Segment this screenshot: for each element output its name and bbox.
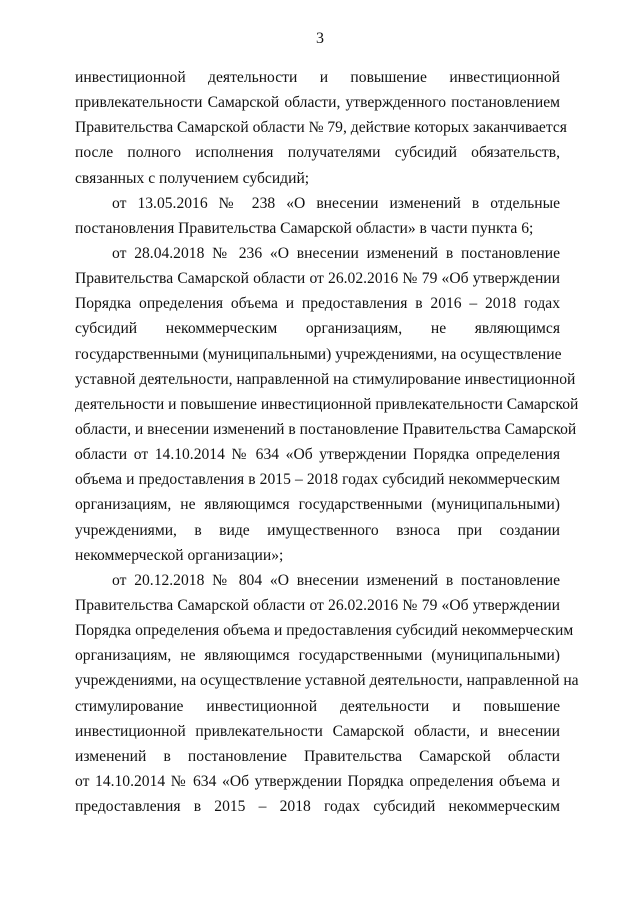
text-line: после полного исполнения получателями субсидий обязательств, — [75, 144, 560, 162]
text-line: учреждениями, в виде имущественного взноса при создании — [75, 521, 560, 539]
text-line: организациям, не являющимся государственными (муниципальными) — [75, 496, 560, 514]
text-line: субсидий некоммерческим организациям, не являющимся — [75, 320, 560, 338]
text-line: стимулирование инвестиционной деятельности и повышение — [75, 697, 560, 715]
paragraph-continuation — [75, 65, 567, 191]
text-line: некоммерческой организации»; — [75, 546, 284, 564]
text-line: Порядка определения объема и предоставления субсидий некоммерческим — [75, 622, 574, 640]
text-line: области, и внесении изменений в постановление Правительства Самарской — [75, 420, 577, 438]
text-line: учреждениями, на осуществление уставной деятельности, направленной на — [75, 672, 579, 690]
text-line: от 20.12.2018 № 804 «О внесении изменений в постановление — [112, 571, 560, 589]
text-line: инвестиционной привлекательности Самарской области, и внесении — [75, 722, 560, 740]
text-line: связанных с получением субсидий; — [75, 169, 310, 187]
text-line: Правительства Самарской области № 79, действие которых заканчивается — [75, 119, 567, 137]
text-line: Порядка определения объема и предоставления в 2016 – 2018 годах — [75, 295, 560, 313]
page-number: 3 — [316, 30, 324, 47]
text-line: от 14.10.2014 № 634 «Об утверждении Порядка определения объема и — [75, 772, 560, 790]
paragraph-decree-238 — [75, 191, 560, 241]
text-line: инвестиционной деятельности и повышение инвестиционной — [75, 69, 560, 86]
text-line: от 28.04.2018 № 236 «О внесении изменений в постановление — [112, 244, 560, 262]
text-line: привлекательности Самарской области, утвержденного постановлением — [75, 94, 560, 112]
text-line: объема и предоставления в 2015 – 2018 годах субсидий некоммерческим — [75, 471, 560, 489]
text-line: государственными (муниципальными) учреждениями, на осуществление — [75, 345, 562, 363]
document-body — [75, 65, 579, 819]
text-line: области от 14.10.2014 № 634 «Об утверждении Порядка определения — [75, 446, 560, 464]
text-line: изменений в постановление Правительства Самарской области — [75, 747, 560, 765]
paragraph-decree-804 — [75, 568, 579, 819]
text-line: постановления Правительства Самарской области» в части пункта 6; — [75, 219, 534, 237]
text-line: Правительства Самарской области от 26.02.2016 № 79 «Об утверждении — [75, 596, 560, 614]
text-line: Правительства Самарской области от 26.02.2016 № 79 «Об утверждении — [75, 270, 560, 288]
text-line: уставной деятельности, направленной на стимулирование инвестиционной — [75, 370, 576, 388]
text-line: организациям, не являющимся государственными (муниципальными) — [75, 647, 560, 665]
text-line: деятельности и повышение инвестиционной привлекательности Самарской — [75, 395, 579, 413]
paragraph-decree-236 — [75, 241, 579, 568]
text-line: предоставления в 2015 – 2018 годах субсидий некоммерческим — [75, 798, 560, 816]
text-line: от 13.05.2016 № 238 «О внесении изменений в отдельные — [112, 194, 560, 212]
